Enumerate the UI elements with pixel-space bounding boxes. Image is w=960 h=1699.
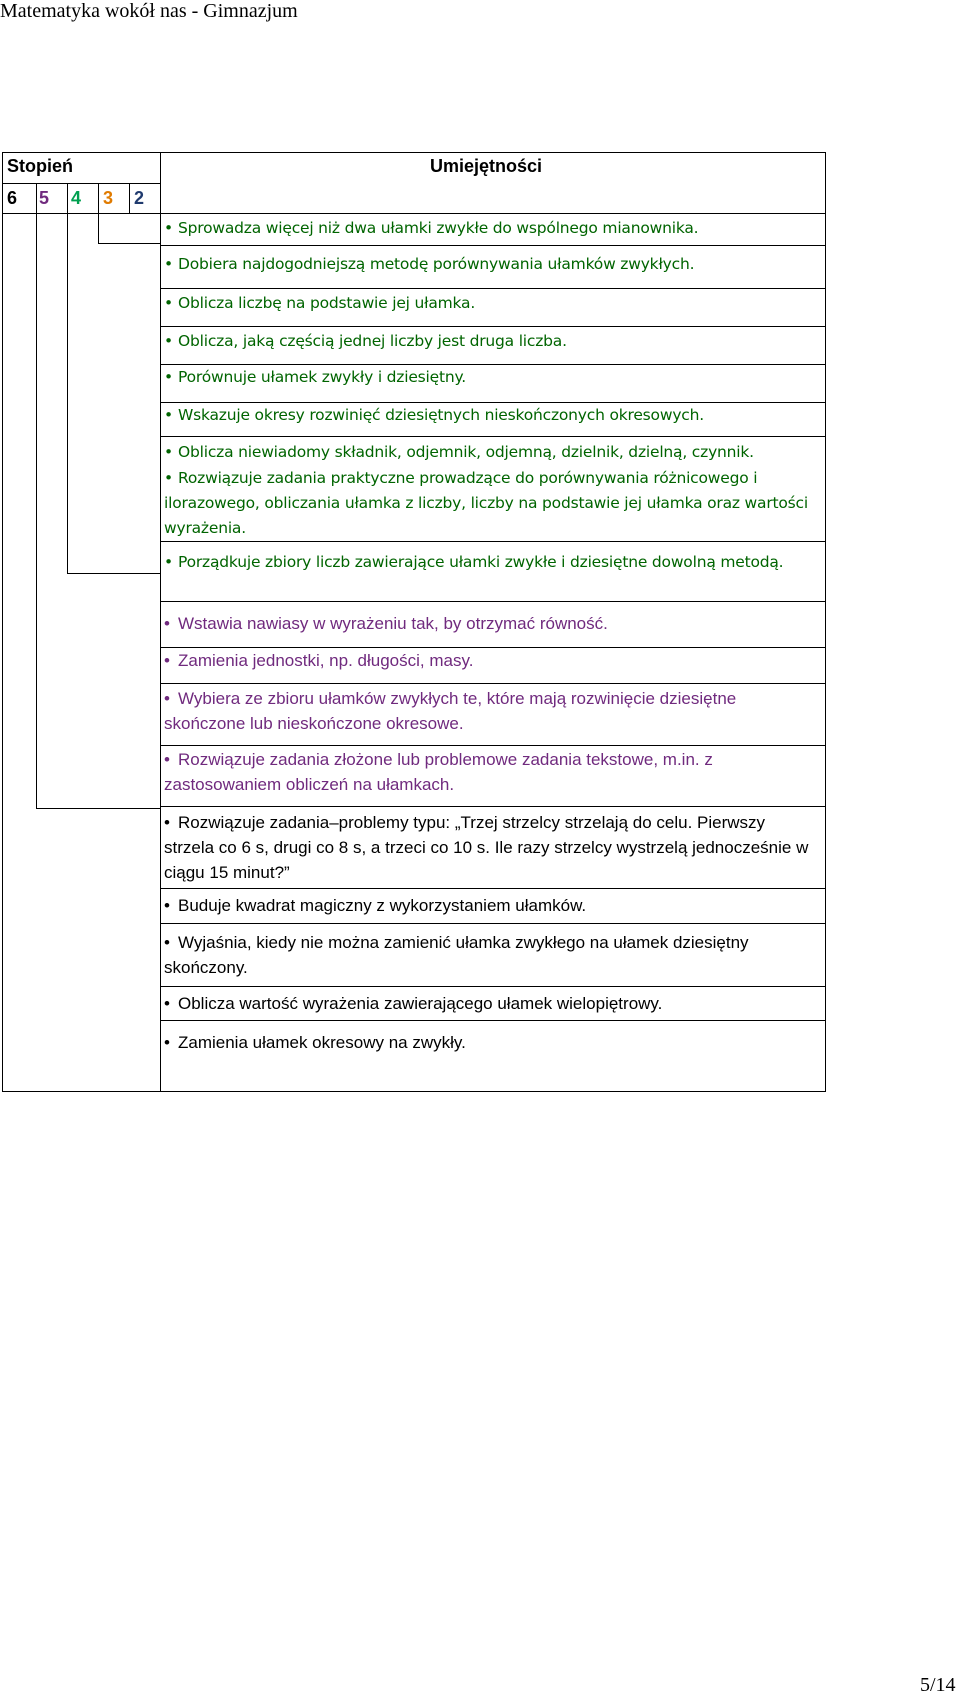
skill-row	[164, 893, 814, 918]
bullet: •	[164, 1033, 170, 1052]
skill-row	[164, 686, 814, 736]
grade-divider-5-4	[67, 183, 68, 573]
grade-4: 4	[71, 188, 82, 208]
skill-text: Dobiera najdogodniejszą metodę porównywania ułamków zwykłych.	[178, 255, 695, 273]
bullet: •	[164, 294, 173, 312]
skill-text: Rozwiązuje zadania‒problemy typu: „Trzej strzelcy strzelają do celu. Pierwszy strzela co 6 s, drugi co 8 s, a trzeci co 10 s. Ile razy strzelcy wystrzelą jednocześnie w ciągu 15 minut?”	[164, 813, 809, 882]
level-5-end	[36, 808, 160, 809]
level-4-end	[67, 573, 160, 574]
skill-row	[164, 216, 814, 241]
skill-text: Oblicza niewiadomy składnik, odjemnik, odjemną, dzielnik, dzielną, czynnik.	[178, 443, 754, 461]
grade-column-title: Stopień	[7, 156, 73, 176]
skill-row	[164, 991, 814, 1016]
skills-column-title: Umiejętności	[430, 156, 543, 176]
header-divider-skills	[160, 213, 826, 214]
bullet: •	[164, 469, 173, 487]
skill-row	[164, 550, 814, 575]
bullet: •	[164, 813, 170, 832]
row-divider	[160, 683, 826, 684]
skill-row	[164, 747, 814, 797]
page-number: 5/14	[920, 1674, 956, 1696]
row-divider	[160, 923, 826, 924]
header-divider-grades	[2, 183, 160, 184]
bullet: •	[164, 443, 173, 461]
bullet: •	[164, 994, 170, 1013]
bullet: •	[164, 368, 173, 386]
skill-row	[164, 466, 814, 541]
row-divider	[160, 1020, 826, 1021]
skill-row	[164, 403, 814, 428]
skill-text: Oblicza, jaką częścią jednej liczby jest druga liczba.	[178, 332, 567, 350]
skill-text: Porównuje ułamek zwykły i dziesiętny.	[178, 368, 466, 386]
row-divider	[160, 986, 826, 987]
row-divider	[160, 326, 826, 327]
bullet: •	[164, 406, 173, 424]
bullet: •	[164, 896, 170, 915]
bullet: •	[164, 255, 173, 273]
skill-row	[164, 810, 814, 885]
row-divider	[160, 888, 826, 889]
row-divider	[160, 245, 826, 246]
grade-divider-4-3	[98, 183, 99, 243]
level-3-end	[98, 243, 160, 244]
bullet: •	[164, 553, 173, 571]
skill-text: Porządkuje zbiory liczb zawierające ułamki zwykłe i dziesiętne dowolną metodą.	[178, 553, 784, 571]
row-divider	[160, 806, 826, 807]
skill-row	[164, 611, 814, 636]
skill-row	[164, 1030, 814, 1055]
grade-2: 2	[134, 188, 145, 208]
skill-text: Rozwiązuje zadania praktyczne prowadzące do porównywania różnicowego i ilorazowego, obliczania ułamka z liczby, liczby na podstawie jej ułamka oraz wartości wyrażenia.	[164, 469, 808, 537]
skill-text: Wyjaśnia, kiedy nie można zamienić ułamka zwykłego na ułamek dziesiętny skończony.	[164, 933, 749, 977]
skill-row	[164, 329, 814, 354]
row-divider	[160, 288, 826, 289]
bullet: •	[164, 219, 173, 237]
grade-divider-3-2	[129, 183, 130, 213]
column-divider	[160, 152, 161, 1092]
skill-text: Buduje kwadrat magiczny z wykorzystaniem ułamków.	[178, 896, 587, 915]
skill-row	[164, 365, 814, 390]
skill-text: Wybiera ze zbioru ułamków zwykłych te, które mają rozwinięcie dziesiętne skończone lub nieskończone okresowe.	[164, 689, 737, 733]
grade-6: 6	[7, 188, 18, 208]
skill-text: Zamienia ułamek okresowy na zwykły.	[178, 1033, 466, 1052]
grade-5: 5	[39, 188, 50, 208]
skill-text: Zamienia jednostki, np. długości, masy.	[178, 651, 474, 670]
row-divider	[160, 541, 826, 542]
skill-text: Oblicza liczbę na podstawie jej ułamka.	[178, 294, 476, 312]
grade-divider-6-5	[36, 183, 37, 808]
bullet: •	[164, 332, 173, 350]
row-divider	[160, 745, 826, 746]
bullet: •	[164, 651, 170, 670]
document-header-title: Matematyka wokół nas - Gimnazjum	[0, 0, 298, 22]
skill-text: Rozwiązuje zadania złożone lub problemowe zadania tekstowe, m.in. z zastosowaniem obliczeń na ułamkach.	[164, 750, 713, 794]
skill-text: Wskazuje okresy rozwinięć dziesiętnych nieskończonych okresowych.	[178, 406, 704, 424]
row-divider	[160, 601, 826, 602]
skill-text: Oblicza wartość wyrażenia zawierającego ułamek wielopiętrowy.	[178, 994, 663, 1013]
skill-text: Sprowadza więcej niż dwa ułamki zwykłe do wspólnego mianownika.	[178, 219, 699, 237]
bullet: •	[164, 689, 170, 708]
grade-3: 3	[103, 188, 114, 208]
bullet: •	[164, 933, 170, 952]
skill-row	[164, 440, 814, 465]
bullet: •	[164, 750, 170, 769]
grades-row-divider	[2, 213, 160, 214]
skill-row	[164, 291, 814, 316]
skill-row	[164, 648, 814, 673]
row-divider	[160, 436, 826, 437]
skill-text: Wstawia nawiasy w wyrażeniu tak, by otrzymać równość.	[178, 614, 608, 633]
bullet: •	[164, 614, 170, 633]
skill-row	[164, 930, 814, 980]
skill-row	[164, 252, 814, 277]
